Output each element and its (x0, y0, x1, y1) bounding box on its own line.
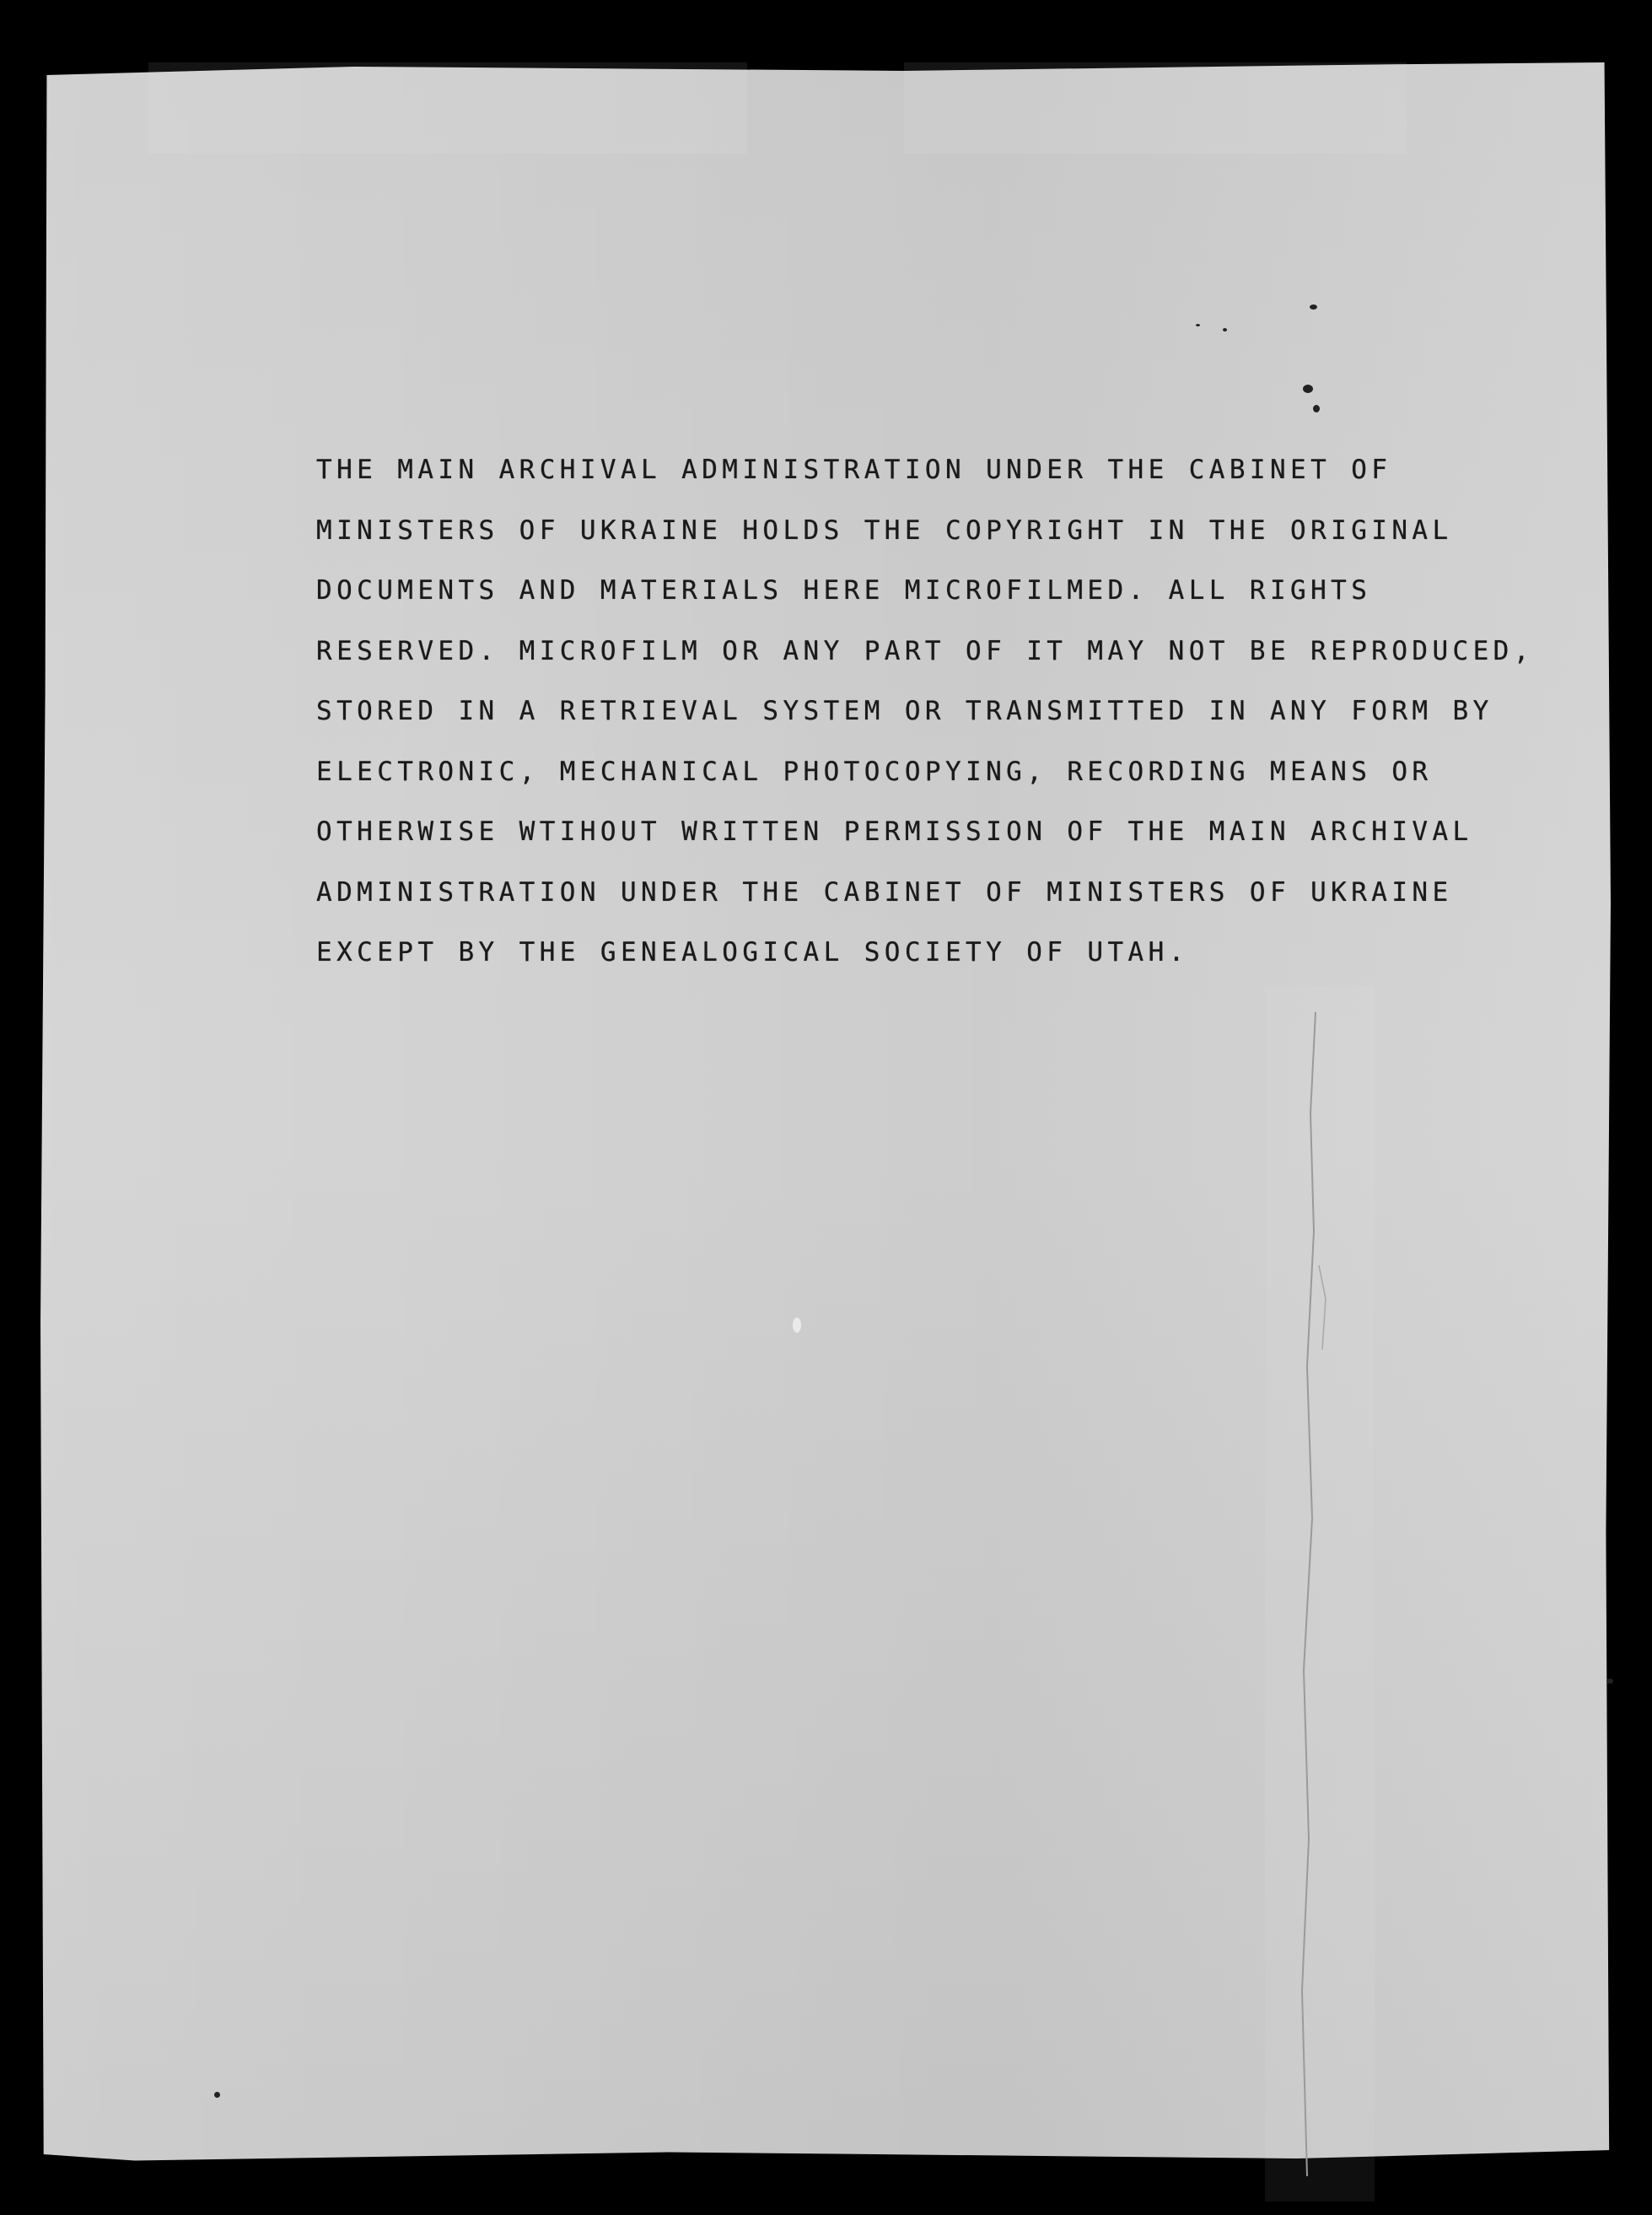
notice-line: OTHERWISE WTIHOUT WRITTEN PERMISSION OF THE MAIN ARCHIVAL (316, 816, 1473, 847)
paper-wear-mark (904, 62, 1407, 154)
dust-speck (1303, 385, 1313, 393)
notice-line: MINISTERS OF UKRAINE HOLDS THE COPYRIGHT IN THE ORIGINAL (316, 515, 1453, 546)
notice-line: DOCUMENTS AND MATERIALS HERE MICROFILMED. ALL RIGHTS (316, 575, 1372, 606)
dust-speck (1606, 1679, 1613, 1684)
notice-line: ELECTRONIC, MECHANICAL PHOTOCOPYING, RECORDING MEANS OR (316, 756, 1433, 787)
dust-speck (214, 2092, 220, 2098)
dust-speck (1196, 324, 1200, 326)
dust-speck (1313, 405, 1320, 412)
paper-crease (1282, 1012, 1332, 2176)
dust-speck (1310, 304, 1317, 310)
notice-line: STORED IN A RETRIEVAL SYSTEM OR TRANSMITTED IN ANY FORM BY (316, 696, 1493, 726)
notice-line: THE MAIN ARCHIVAL ADMINISTRATION UNDER THE CABINET OF (316, 455, 1392, 485)
dust-speck (1223, 328, 1227, 331)
copyright-notice (316, 440, 1534, 984)
notice-line: RESERVED. MICROFILM OR ANY PART OF IT MAY NOT BE REPRODUCED, (316, 635, 1534, 666)
paper-sheet (40, 62, 1611, 2163)
paper-wear-mark (148, 62, 747, 154)
notice-line: ADMINISTRATION UNDER THE CABINET OF MINISTERS OF UKRAINE (316, 876, 1453, 908)
notice-line: EXCEPT BY THE GENEALOGICAL SOCIETY OF UTAH. (316, 937, 1189, 967)
dust-speck (793, 1318, 801, 1333)
